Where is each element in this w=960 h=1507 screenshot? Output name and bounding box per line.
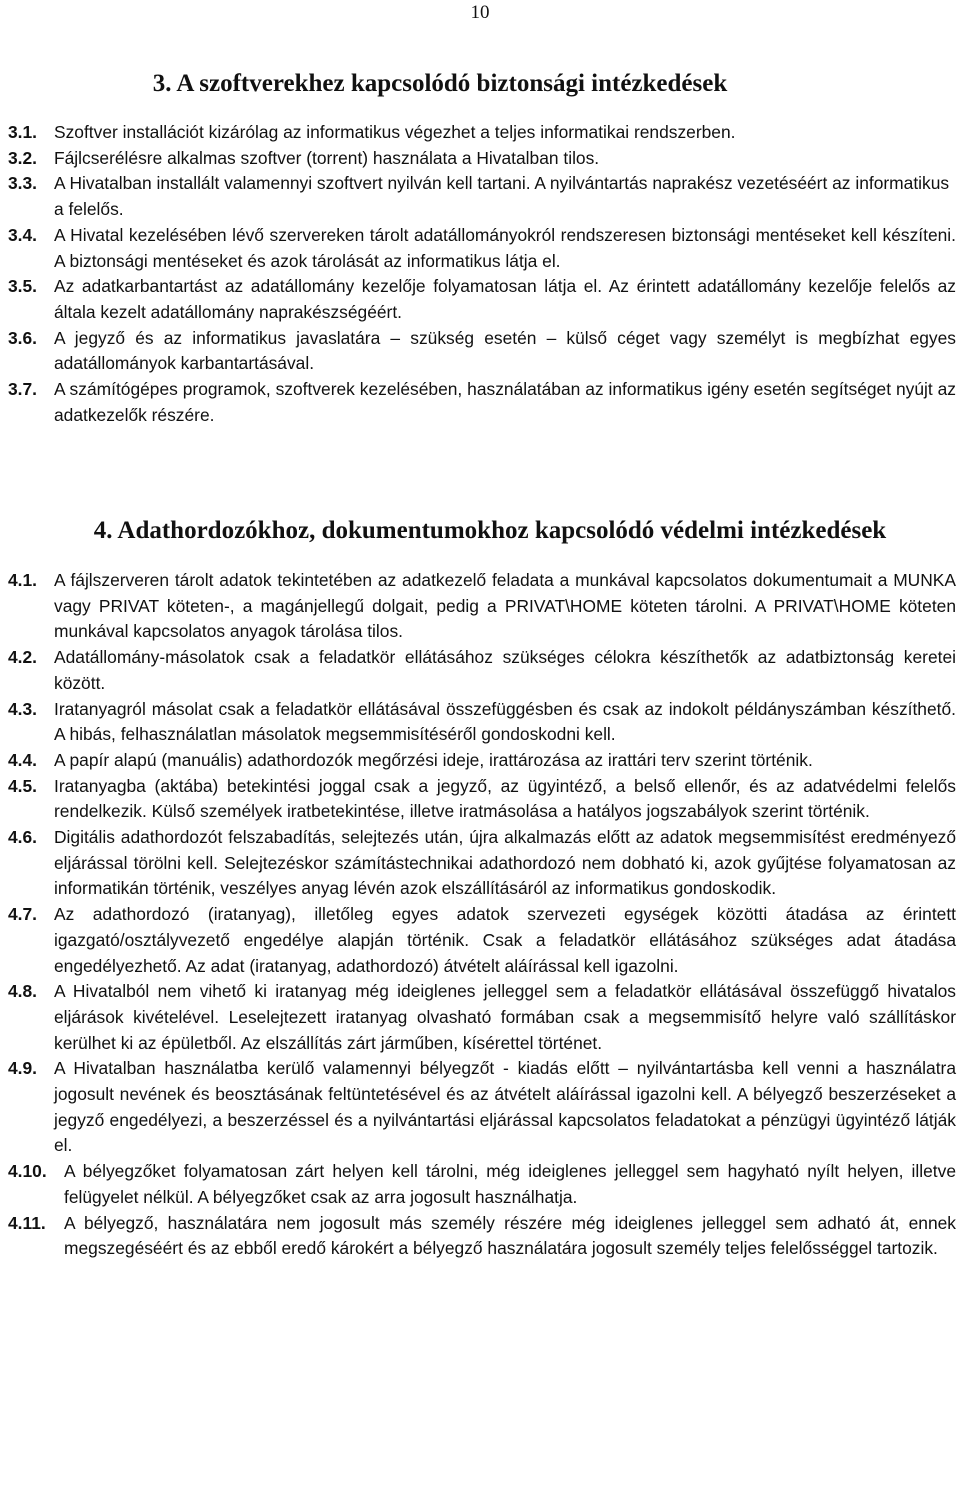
item-text: A jegyző és az informatikus javaslatára – szükség esetén – külső céget vagy személyt is megbízhat egyes adatállományok karbantartásával. <box>54 327 956 374</box>
item-text: A Hivatal kezelésében lévő szervereken tárolt adatállományokról rendszeresen biztonsági mentéseket kell készíteni. A biztonsági mentéseket és azok tárolását az informatikus látja el. <box>54 224 956 271</box>
section-4-heading: 4. Adathordozókhoz, dokumentumokhoz kapcsolódó védelmi intézkedések <box>93 517 887 544</box>
item-number: 4.10. <box>8 1161 47 1182</box>
list-item <box>8 1211 956 1262</box>
item-text: A bélyegzőket folyamatosan zárt helyen kell tárolni, még ideiglenes jelleggel sem hagyható nyílt helyen, illetve felügyelet nélkül. A bélyegzőket csak az arra jogosult használhatja. <box>64 1161 956 1207</box>
item-number: 4.8. <box>8 981 38 1002</box>
list-item <box>8 326 956 377</box>
item-text: Iratanyagba (aktába) betekintési joggal csak a jegyző, az ügyintéző, a belső ellenőr, és az adatvédelmi felelős rendelkezik. Külső személyek iratbetekintése, illetve iratmásolása a hatályos jogszabályok szerint történik. <box>54 775 956 822</box>
item-text: Fájlcserélésre alkalmas szoftver (torrent) használata a Hivatalban tilos. <box>54 147 600 168</box>
item-text: A bélyegző, használatára nem jogosult más személy részére még ideiglenes jelleggel sem adható át, ennek megszegéséért és az ebből eredő károkért a bélyegző használatára jogosult személy teljes felelősséggel tartozik. <box>64 1212 956 1259</box>
item-text: Az adatkarbantartást az adatállomány kezelője folyamatosan látja el. Az érintett adatállomány kezelője felelős az általa kezelt adatállomány naprakészségéért. <box>54 276 956 322</box>
list-item <box>8 697 956 748</box>
item-text: Szoftver installációt kizárólag az informatikus végezhet a teljes informatikai rendszerben. <box>54 122 736 142</box>
item-number: 4.5. <box>8 775 38 796</box>
list-item <box>8 146 956 172</box>
item-number: 4.1. <box>8 570 38 590</box>
item-number: 3.3. <box>8 173 38 194</box>
item-text: A fájlszerveren tárolt adatok tekintetében az adatkezelő feladata a munkával kapcsolatos dokumentumait a MUNKA vagy PRIVAT köteten-, a magánjellegű dolgait, pedig a PRIVAT\HOME köteten tárolni. A PRIVAT\HOME köteten munkával kapcsolatos anyagok tárolása tilos. <box>54 570 956 642</box>
item-number: 4.7. <box>8 904 38 925</box>
page-number: 10 <box>470 2 490 23</box>
section-4-list <box>8 568 956 1262</box>
item-number: 3.2. <box>8 147 38 168</box>
item-number: 4.2. <box>8 647 38 668</box>
section-3-heading: 3. A szoftverekhez kapcsolódó biztonsági intézkedések <box>152 70 728 97</box>
item-text: Digitális adathordozót felszabadítás, selejtezés után, újra alkalmazás előtt az adatok megsemmisítést eredményező eljárással törölni kell. Selejtezéskor számítástechnikai adathordozó nem dobható ki, azok gyűjtése folyamatosan az informatikán történik, veszélyes anyag lévén azok elszállításáról az informatikus gondoskodik. <box>54 827 956 899</box>
item-text: A Hivatalban installált valamennyi szoftvert nyilván kell tartani. A nyilvántartás naprakész vezetéséért az informatikus a felelős. <box>54 173 950 220</box>
item-text: A Hivatalban használatba kerülő valamennyi bélyegzőt - kiadás előtt – nyilvántartásba kell venni a használatra jogosult nevének és beosztásának feltüntetésével és az átvételt aláírással igazolni kell. A bélyegző beszerzéseket a jegyző engedélyezi, a beszerzéssel és a nyilvántartási eljárással kapcsolatos feladatokat a pénzügyi ügyintéző látják el. <box>54 1058 956 1156</box>
item-text: Iratanyagról másolat csak a feladatkör ellátásával összefüggésben és csak az indokolt példányszámban készíthető. A hibás, felhasználatlan másolatok megsemmisítéséről gondoskodni kell. <box>54 698 956 745</box>
list-item <box>8 748 956 774</box>
item-text: A számítógépes programok, szoftverek kezelésében, használatában az informatikus igény esetén segítséget nyújt az adatkezelők részére. <box>54 379 956 425</box>
list-item <box>8 568 956 645</box>
item-number: 3.4. <box>8 224 38 245</box>
item-number: 3.1. <box>8 122 38 142</box>
list-item <box>8 1159 956 1210</box>
item-number: 3.5. <box>8 276 38 297</box>
list-item <box>8 902 956 979</box>
list-item <box>8 774 956 825</box>
item-number: 4.4. <box>8 749 38 770</box>
item-number: 4.11. <box>8 1212 46 1233</box>
item-number: 4.9. <box>8 1058 38 1079</box>
list-item <box>8 645 956 696</box>
item-text: A papír alapú (manuális) adathordozók megőrzési ideje, irattározása az irattári terv szerint történik. <box>54 749 813 770</box>
item-number: 3.7. <box>8 379 38 400</box>
section-3-list <box>8 120 956 428</box>
list-item <box>8 274 956 325</box>
list-item <box>8 377 956 428</box>
list-item <box>8 1056 956 1159</box>
list-item <box>8 979 956 1056</box>
item-number: 4.3. <box>8 698 38 719</box>
list-item <box>8 171 956 222</box>
list-item <box>8 825 956 902</box>
item-text: A Hivatalból nem vihető ki iratanyag még ideiglenes jelleggel sem a feladatkör ellátásával összefüggő hivatalos eljárások kivételével. Leselejtezett iratanyag olvasható formában csak a megsemmisítő helyre való szállításkor kerülhet ki az épületből. Az elszállítás zárt járműben, kísérettel történet. <box>54 981 956 1053</box>
item-text: Az adathordozó (iratanyag), illetőleg egyes adatok szervezeti egységek közötti átadása az érintett igazgató/osztályvezető engedélye alapján történik. Csak a feladatkör ellátásához szükséges adat átadása engedélyezhető. Az adat (iratanyag, adathordozó) átvételt aláírással kell igazolni. <box>54 904 956 976</box>
list-item <box>8 120 956 146</box>
item-text: Adatállomány-másolatok csak a feladatkör ellátásához szükséges célokra készíthetők az adatbiztonság keretei között. <box>54 647 956 693</box>
item-number: 3.6. <box>8 327 38 348</box>
item-number: 4.6. <box>8 827 38 848</box>
list-item <box>8 223 956 274</box>
